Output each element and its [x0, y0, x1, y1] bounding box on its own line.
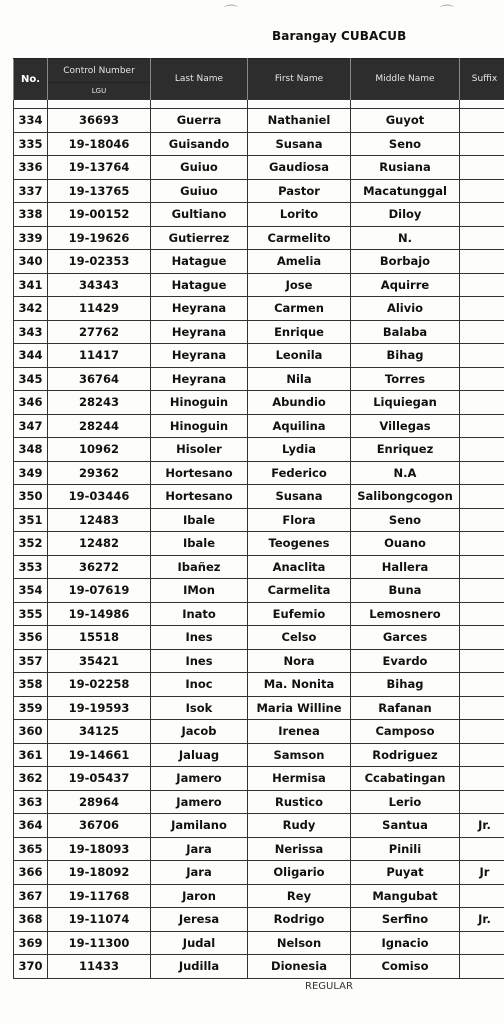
cell-middle-name: Santua — [351, 814, 460, 838]
cell-middle-name: Seno — [351, 508, 460, 532]
table-row — [14, 156, 504, 180]
cell-first-name: Abundio — [248, 391, 351, 415]
cell-first-name: Lorito — [248, 203, 351, 227]
table-row — [14, 344, 504, 368]
cell-control-number: 11417 — [48, 344, 151, 368]
roster-table — [13, 58, 504, 979]
cell-no: 361 — [14, 743, 48, 767]
cell-suffix — [460, 156, 504, 180]
cell-middle-name: Mangubat — [351, 884, 460, 908]
cell-middle-name: Ignacio — [351, 931, 460, 955]
cell-middle-name: Aquirre — [351, 273, 460, 297]
cell-last-name: Hinoguin — [151, 391, 248, 415]
cell-control-number: 11433 — [48, 955, 151, 979]
cell-middle-name: Camposo — [351, 720, 460, 744]
cell-control-number: 27762 — [48, 320, 151, 344]
cell-first-name: Nelson — [248, 931, 351, 955]
cell-control-number: 12482 — [48, 532, 151, 556]
table-row — [14, 297, 504, 321]
cell-first-name: Nerissa — [248, 837, 351, 861]
cell-first-name: Anaclita — [248, 555, 351, 579]
cell-middle-name: Villegas — [351, 414, 460, 438]
table-row — [14, 673, 504, 697]
cell-no: 341 — [14, 273, 48, 297]
cell-suffix — [460, 743, 504, 767]
cell-no: 351 — [14, 508, 48, 532]
cell-suffix — [460, 555, 504, 579]
cell-last-name: Guerra — [151, 109, 248, 133]
cell-last-name: Hortesano — [151, 461, 248, 485]
col-header-first-name: First Name — [248, 59, 351, 100]
table-row — [14, 602, 504, 626]
cell-no: 369 — [14, 931, 48, 955]
cell-control-number: 19-19626 — [48, 226, 151, 250]
cell-suffix — [460, 109, 504, 133]
cell-control-number: 11429 — [48, 297, 151, 321]
cell-middle-name: Evardo — [351, 649, 460, 673]
cell-last-name: Jamero — [151, 767, 248, 791]
cell-control-number: 10962 — [48, 438, 151, 462]
cell-control-number: 19-05437 — [48, 767, 151, 791]
cell-last-name: Jara — [151, 861, 248, 885]
cell-first-name: Eufemio — [248, 602, 351, 626]
cell-middle-name: Enriquez — [351, 438, 460, 462]
cell-middle-name: Puyat — [351, 861, 460, 885]
cell-last-name: Guisando — [151, 132, 248, 156]
cell-first-name: Carmelito — [248, 226, 351, 250]
cell-first-name: Susana — [248, 132, 351, 156]
cell-middle-name: Diloy — [351, 203, 460, 227]
cell-last-name: Judilla — [151, 955, 248, 979]
cell-control-number: 36272 — [48, 555, 151, 579]
col-header-middle-name: Middle Name — [351, 59, 460, 100]
cell-last-name: Jamilano — [151, 814, 248, 838]
col-header-no: No. — [14, 59, 48, 100]
cell-control-number: 28244 — [48, 414, 151, 438]
cell-middle-name: Comiso — [351, 955, 460, 979]
cell-suffix — [460, 367, 504, 391]
cell-no: 358 — [14, 673, 48, 697]
cell-first-name: Lydia — [248, 438, 351, 462]
cell-last-name: Ibale — [151, 532, 248, 556]
cell-last-name: Heyrana — [151, 344, 248, 368]
cell-suffix — [460, 649, 504, 673]
cell-last-name: Inato — [151, 602, 248, 626]
cell-control-number: 19-14986 — [48, 602, 151, 626]
cell-suffix — [460, 696, 504, 720]
cell-first-name: Federico — [248, 461, 351, 485]
cell-no: 370 — [14, 955, 48, 979]
col-header-control-number: Control Number — [48, 59, 151, 83]
cell-control-number: 19-07619 — [48, 579, 151, 603]
cell-first-name: Enrique — [248, 320, 351, 344]
cell-first-name: Rudy — [248, 814, 351, 838]
cell-suffix — [460, 320, 504, 344]
cell-control-number: 19-18093 — [48, 837, 151, 861]
cell-control-number: 19-00152 — [48, 203, 151, 227]
table-row — [14, 367, 504, 391]
cell-no: 356 — [14, 626, 48, 650]
cell-first-name: Hermisa — [248, 767, 351, 791]
cell-suffix — [460, 461, 504, 485]
table-row — [14, 931, 504, 955]
cell-middle-name: Balaba — [351, 320, 460, 344]
cell-no: 349 — [14, 461, 48, 485]
cell-no: 343 — [14, 320, 48, 344]
cell-suffix — [460, 767, 504, 791]
cell-control-number: 28243 — [48, 391, 151, 415]
cell-first-name: Rey — [248, 884, 351, 908]
table-row — [14, 743, 504, 767]
cell-last-name: Inoc — [151, 673, 248, 697]
cell-control-number: 19-18046 — [48, 132, 151, 156]
roster-body — [14, 100, 504, 979]
cell-no: 366 — [14, 861, 48, 885]
table-row — [14, 109, 504, 133]
cell-middle-name: Macatunggal — [351, 179, 460, 203]
table-row — [14, 649, 504, 673]
cell-first-name: Nila — [248, 367, 351, 391]
cell-middle-name: Lemosnero — [351, 602, 460, 626]
cell-no: 357 — [14, 649, 48, 673]
cell-last-name: Ines — [151, 626, 248, 650]
cell-suffix — [460, 508, 504, 532]
col-header-control-sub: LGU — [48, 83, 151, 100]
cell-suffix — [460, 250, 504, 274]
cell-middle-name: Bihag — [351, 673, 460, 697]
cell-first-name: Celso — [248, 626, 351, 650]
cell-middle-name: Borbajo — [351, 250, 460, 274]
cell-last-name: Jacob — [151, 720, 248, 744]
cell-no: 368 — [14, 908, 48, 932]
cell-first-name: Teogenes — [248, 532, 351, 556]
cell-middle-name: Garces — [351, 626, 460, 650]
cell-first-name: Carmelita — [248, 579, 351, 603]
cell-control-number: 19-11074 — [48, 908, 151, 932]
cell-first-name: Amelia — [248, 250, 351, 274]
table-row — [14, 579, 504, 603]
cell-middle-name: Lerio — [351, 790, 460, 814]
cell-control-number: 19-11768 — [48, 884, 151, 908]
table-row — [14, 696, 504, 720]
cell-last-name: Heyrana — [151, 367, 248, 391]
table-row — [14, 626, 504, 650]
cell-middle-name: Alivio — [351, 297, 460, 321]
table-row — [14, 438, 504, 462]
table-row — [14, 837, 504, 861]
cell-last-name: Jaron — [151, 884, 248, 908]
cell-first-name: Irenea — [248, 720, 351, 744]
cell-suffix — [460, 203, 504, 227]
cell-control-number: 29362 — [48, 461, 151, 485]
cell-control-number: 36764 — [48, 367, 151, 391]
cell-middle-name: Ccabatingan — [351, 767, 460, 791]
table-row — [14, 720, 504, 744]
cell-suffix — [460, 226, 504, 250]
table-row — [14, 555, 504, 579]
cell-middle-name: Rusiana — [351, 156, 460, 180]
cell-no: 345 — [14, 367, 48, 391]
cell-no: 360 — [14, 720, 48, 744]
table-row — [14, 461, 504, 485]
cell-first-name: Flora — [248, 508, 351, 532]
cell-control-number: 12483 — [48, 508, 151, 532]
cell-suffix — [460, 532, 504, 556]
cell-suffix — [460, 414, 504, 438]
cell-no: 338 — [14, 203, 48, 227]
col-header-last-name: Last Name — [151, 59, 248, 100]
cell-suffix — [460, 837, 504, 861]
cell-control-number: 15518 — [48, 626, 151, 650]
cell-last-name: Hisoler — [151, 438, 248, 462]
table-row — [14, 414, 504, 438]
cell-last-name: Guiuo — [151, 156, 248, 180]
cell-suffix — [460, 602, 504, 626]
footer-label: REGULAR — [305, 981, 353, 992]
cell-control-number: 19-18092 — [48, 861, 151, 885]
scan-mark-left: ⌒ — [224, 5, 238, 21]
table-row — [14, 179, 504, 203]
cell-control-number: 19-03446 — [48, 485, 151, 509]
table-row — [14, 250, 504, 274]
cell-no: 334 — [14, 109, 48, 133]
cell-control-number: 36693 — [48, 109, 151, 133]
cell-first-name: Aquilina — [248, 414, 351, 438]
cell-middle-name: Serfino — [351, 908, 460, 932]
cell-last-name: Heyrana — [151, 320, 248, 344]
cell-first-name: Nathaniel — [248, 109, 351, 133]
cell-first-name: Leonila — [248, 344, 351, 368]
cell-no: 335 — [14, 132, 48, 156]
cell-suffix — [460, 297, 504, 321]
cell-last-name: IMon — [151, 579, 248, 603]
table-row — [14, 767, 504, 791]
cell-no: 365 — [14, 837, 48, 861]
cell-suffix — [460, 485, 504, 509]
col-header-suffix: Suffix — [460, 59, 504, 100]
cell-control-number: 19-19593 — [48, 696, 151, 720]
cell-first-name: Carmen — [248, 297, 351, 321]
cell-suffix — [460, 673, 504, 697]
cell-middle-name: Buna — [351, 579, 460, 603]
table-row — [14, 790, 504, 814]
cell-first-name: Nora — [248, 649, 351, 673]
cell-no: 350 — [14, 485, 48, 509]
cell-first-name: Rodrigo — [248, 908, 351, 932]
cell-no: 353 — [14, 555, 48, 579]
page-title: Barangay CUBACUB — [272, 29, 407, 43]
cell-suffix — [460, 720, 504, 744]
cell-suffix — [460, 179, 504, 203]
cell-control-number: 19-14661 — [48, 743, 151, 767]
cell-last-name: Ibañez — [151, 555, 248, 579]
cell-last-name: Hatague — [151, 273, 248, 297]
cell-first-name: Dionesia — [248, 955, 351, 979]
cell-control-number: 19-02258 — [48, 673, 151, 697]
cell-first-name: Samson — [248, 743, 351, 767]
table-row — [14, 320, 504, 344]
table-row — [14, 508, 504, 532]
cell-middle-name: Rafanan — [351, 696, 460, 720]
cell-last-name: Gutierrez — [151, 226, 248, 250]
cell-control-number: 36706 — [48, 814, 151, 838]
cell-last-name: Jaluag — [151, 743, 248, 767]
table-row — [14, 203, 504, 227]
cell-suffix — [460, 626, 504, 650]
cell-no: 363 — [14, 790, 48, 814]
cell-no: 347 — [14, 414, 48, 438]
cell-last-name: Gultiano — [151, 203, 248, 227]
table-row — [14, 226, 504, 250]
cell-no: 367 — [14, 884, 48, 908]
header-row — [14, 59, 504, 83]
table-row — [14, 884, 504, 908]
cell-no: 359 — [14, 696, 48, 720]
cell-middle-name: Seno — [351, 132, 460, 156]
cell-first-name: Maria Willine — [248, 696, 351, 720]
cell-no: 344 — [14, 344, 48, 368]
cell-middle-name: Guyot — [351, 109, 460, 133]
cell-first-name: Pastor — [248, 179, 351, 203]
cell-suffix — [460, 955, 504, 979]
cell-control-number: 34343 — [48, 273, 151, 297]
cell-suffix — [460, 132, 504, 156]
cell-first-name: Susana — [248, 485, 351, 509]
cell-middle-name: Ouano — [351, 532, 460, 556]
cell-middle-name: Rodriguez — [351, 743, 460, 767]
cell-no: 362 — [14, 767, 48, 791]
cell-control-number: 19-11300 — [48, 931, 151, 955]
cell-suffix — [460, 884, 504, 908]
table-row — [14, 485, 504, 509]
cell-no: 340 — [14, 250, 48, 274]
cell-suffix — [460, 391, 504, 415]
cell-middle-name: Liquiegan — [351, 391, 460, 415]
table-row — [14, 132, 504, 156]
cell-middle-name: Salibongcogon — [351, 485, 460, 509]
cell-control-number: 19-13765 — [48, 179, 151, 203]
cell-no: 354 — [14, 579, 48, 603]
cell-control-number: 35421 — [48, 649, 151, 673]
cell-suffix — [460, 931, 504, 955]
cell-first-name: Ma. Nonita — [248, 673, 351, 697]
cell-middle-name: N. — [351, 226, 460, 250]
cell-no: 339 — [14, 226, 48, 250]
table-row — [14, 273, 504, 297]
cell-first-name: Gaudiosa — [248, 156, 351, 180]
cell-control-number: 34125 — [48, 720, 151, 744]
cell-last-name: Guiuo — [151, 179, 248, 203]
cell-suffix: Jr — [460, 861, 504, 885]
table-row — [14, 814, 504, 838]
cell-no: 364 — [14, 814, 48, 838]
cell-suffix — [460, 273, 504, 297]
cell-middle-name: Bihag — [351, 344, 460, 368]
cell-last-name: Ibale — [151, 508, 248, 532]
cell-no: 348 — [14, 438, 48, 462]
cell-suffix: Jr. — [460, 814, 504, 838]
cell-middle-name: N.A — [351, 461, 460, 485]
cell-last-name: Jeresa — [151, 908, 248, 932]
cell-suffix: Jr. — [460, 908, 504, 932]
cell-suffix — [460, 579, 504, 603]
cell-last-name: Hortesano — [151, 485, 248, 509]
cell-last-name: Hinoguin — [151, 414, 248, 438]
table-row — [14, 908, 504, 932]
cell-suffix — [460, 344, 504, 368]
cell-last-name: Jara — [151, 837, 248, 861]
table-row — [14, 532, 504, 556]
cell-no: 337 — [14, 179, 48, 203]
scan-mark-right: ⌒ — [440, 5, 454, 21]
cell-last-name: Heyrana — [151, 297, 248, 321]
cell-first-name: Oligario — [248, 861, 351, 885]
cell-middle-name: Hallera — [351, 555, 460, 579]
table-row — [14, 391, 504, 415]
cell-suffix — [460, 438, 504, 462]
cell-first-name: Rustico — [248, 790, 351, 814]
cell-last-name: Isok — [151, 696, 248, 720]
table-row — [14, 955, 504, 979]
cell-middle-name: Pinili — [351, 837, 460, 861]
cell-no: 346 — [14, 391, 48, 415]
cell-last-name: Judal — [151, 931, 248, 955]
header-gap-row — [14, 100, 504, 109]
cell-control-number: 19-13764 — [48, 156, 151, 180]
table-row — [14, 861, 504, 885]
cell-last-name: Hatague — [151, 250, 248, 274]
cell-suffix — [460, 790, 504, 814]
cell-last-name: Ines — [151, 649, 248, 673]
cell-control-number: 28964 — [48, 790, 151, 814]
cell-control-number: 19-02353 — [48, 250, 151, 274]
cell-middle-name: Torres — [351, 367, 460, 391]
cell-no: 352 — [14, 532, 48, 556]
cell-no: 336 — [14, 156, 48, 180]
cell-no: 355 — [14, 602, 48, 626]
cell-last-name: Jamero — [151, 790, 248, 814]
cell-no: 342 — [14, 297, 48, 321]
cell-first-name: Jose — [248, 273, 351, 297]
